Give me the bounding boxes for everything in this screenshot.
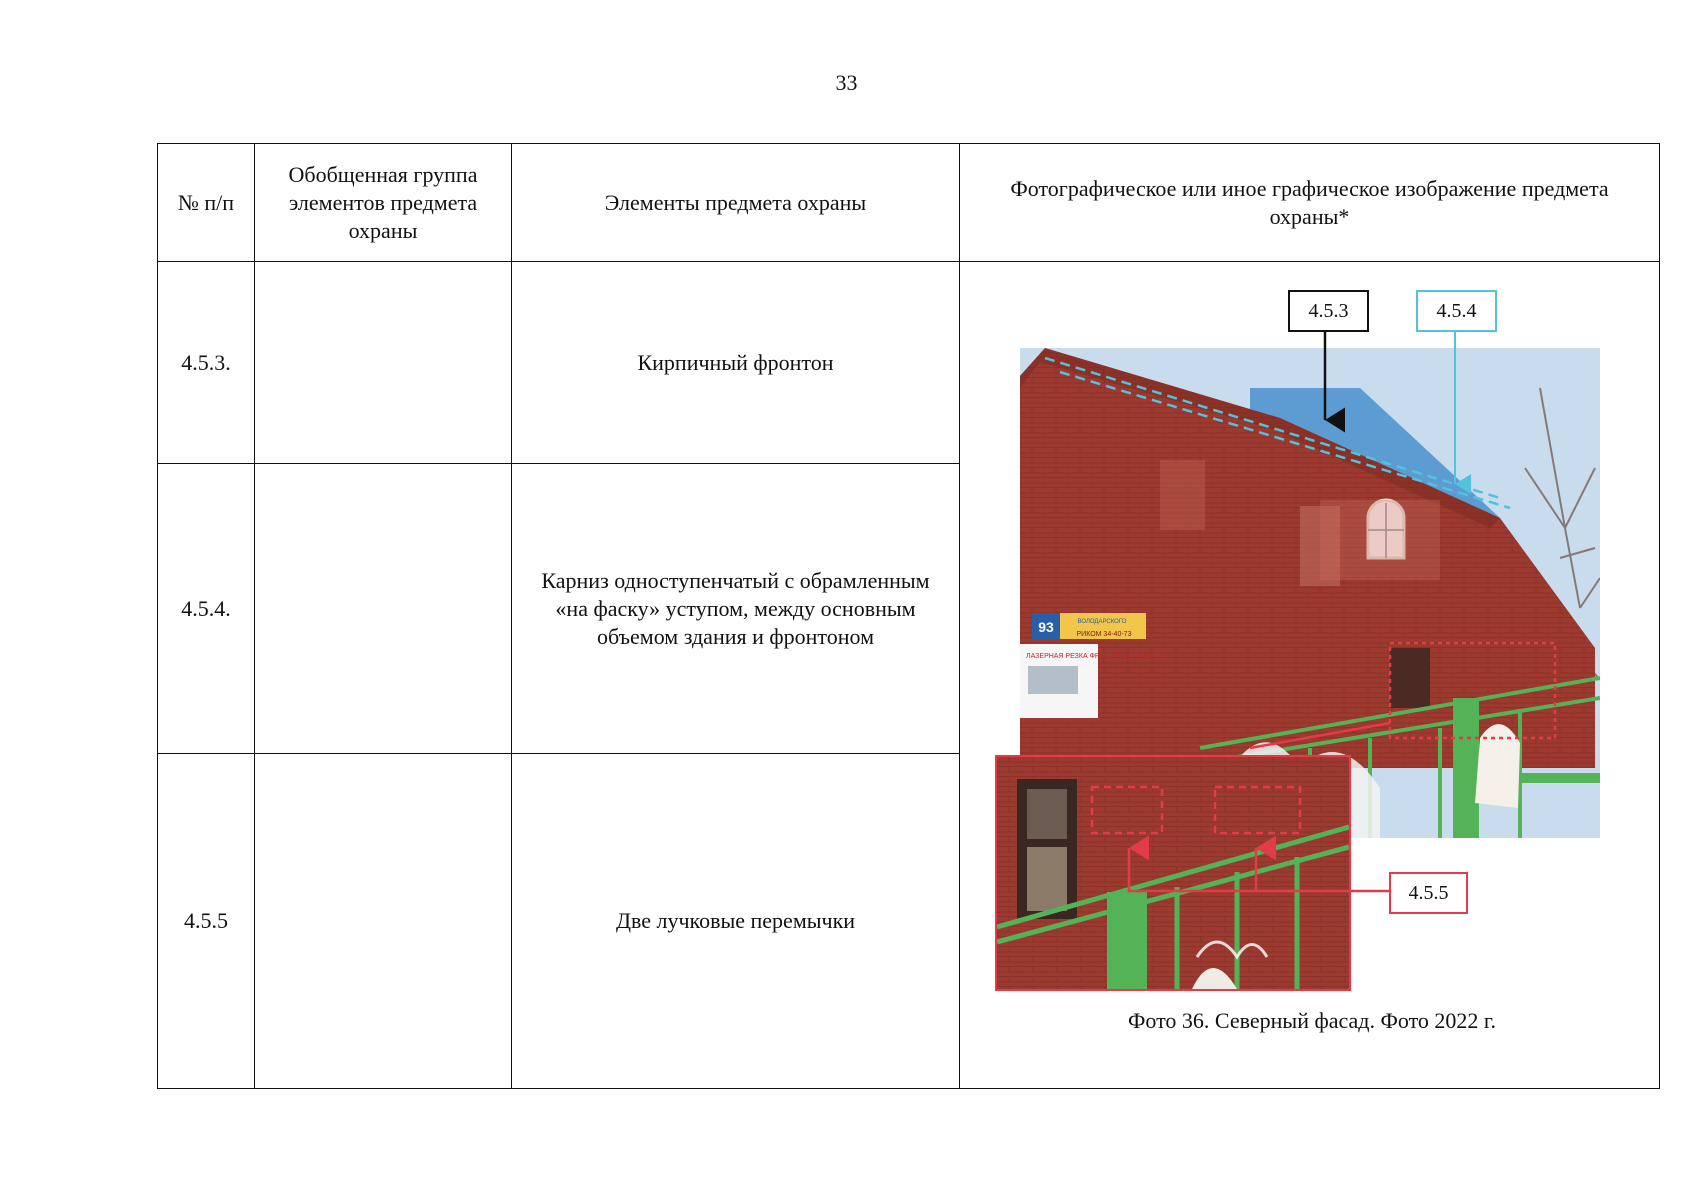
- annotation-arrows: [960, 262, 1664, 1090]
- photo-caption: Фото 36. Северный фасад. Фото 2022 г.: [1128, 1008, 1496, 1033]
- row-group: [255, 262, 512, 464]
- header-image: Фотографическое или иное графическое изображение предмета охраны*: [960, 144, 1660, 262]
- row-element: Карниз одноступенчатый с обрамленным «на фаску» уступом, между основным объемом здания и фронтоном: [512, 464, 960, 754]
- label-4-5-5: 4.5.5: [1389, 872, 1468, 914]
- header-elements: Элементы предмета охраны: [512, 144, 960, 262]
- row-number: 4.5.3.: [158, 262, 255, 464]
- header-number: № п/п: [158, 144, 255, 262]
- company-text: РИКОМ 34-40-73: [1076, 631, 1132, 638]
- photo-figure: [960, 262, 1664, 1090]
- ad-text: ЛАЗЕРНАЯ РЕЗКА ФРЕЗЕРНЫЕ РАБОТЫ: [1026, 653, 1165, 660]
- row-number: 4.5.4.: [158, 464, 255, 754]
- street-name-text: ВОЛОДАРСКОГО: [1077, 619, 1127, 625]
- house-number-text: 93: [1038, 619, 1054, 635]
- label-4-5-4: 4.5.4: [1416, 290, 1497, 332]
- table-row: [158, 262, 1660, 464]
- row-number: 4.5.5: [158, 754, 255, 1089]
- row-group: [255, 464, 512, 754]
- arrow-4-5-5-left: [1129, 848, 1389, 891]
- protection-table: [157, 143, 1660, 1089]
- row-element: Кирпичный фронтон: [512, 262, 960, 464]
- header-row: [158, 144, 1660, 262]
- photo-cell: [960, 262, 1660, 1089]
- row-group: [255, 754, 512, 1089]
- label-4-5-3: 4.5.3: [1288, 290, 1369, 332]
- page-number: 33: [835, 70, 858, 95]
- row-element: Две лучковые перемычки: [512, 754, 960, 1089]
- header-group: Обобщенная группа элементов предмета охраны: [255, 144, 512, 262]
